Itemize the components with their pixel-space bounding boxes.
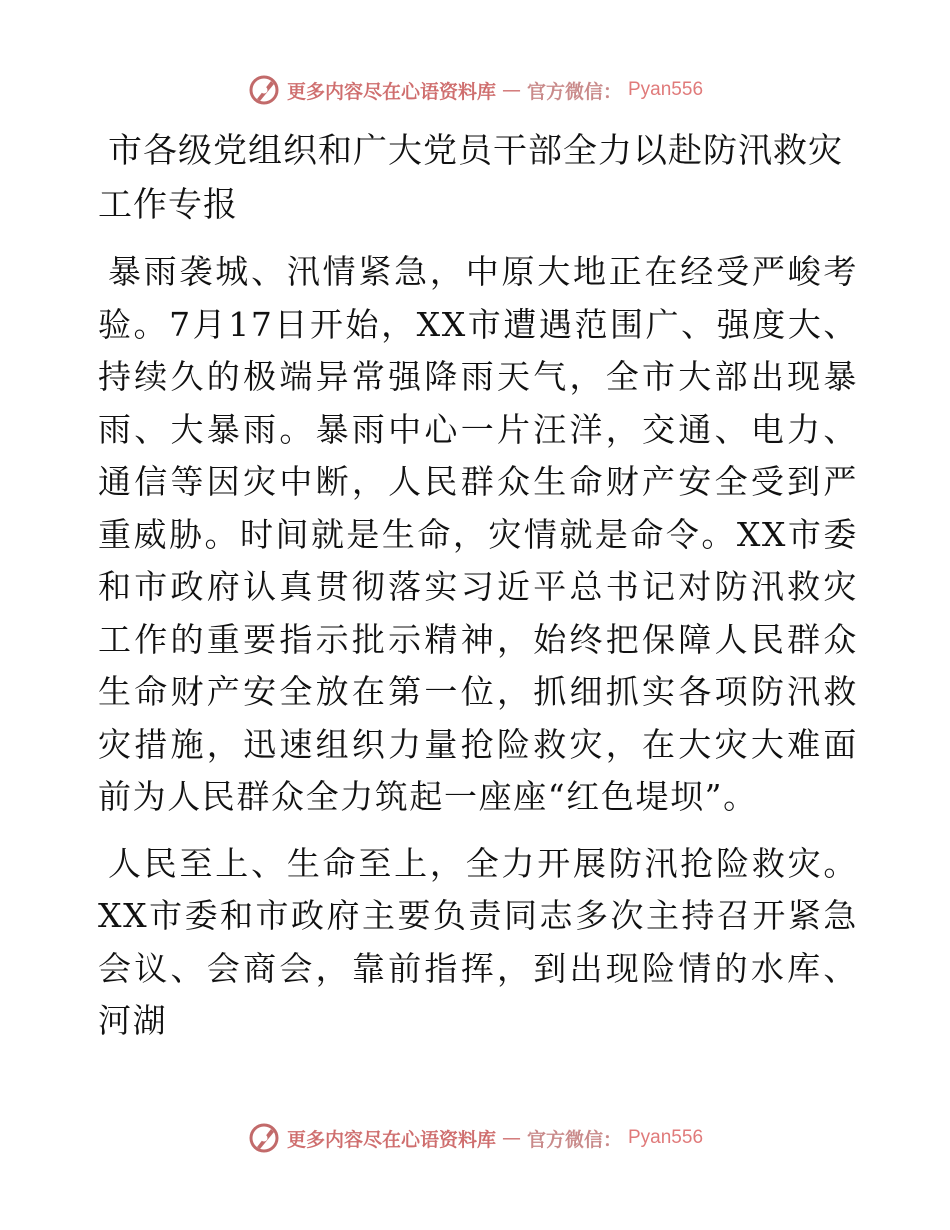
watermark-wechat-label: 官方微信：: [526, 80, 622, 103]
paragraph-2: 人民至上、生命至上，全力开展防汛抢险救灾。XX市委和市政府主要负责同志多次主持召开紧急会议、会商会，靠前指挥，到出现险情的水库、河湖: [98, 843, 858, 1040]
footer-watermark: [0, 1118, 950, 1158]
watermark-dash: —: [501, 79, 521, 101]
watermark-dash: —: [501, 1127, 521, 1149]
document-body: [98, 124, 858, 1048]
watermark-wechat-id: Pyan556: [628, 79, 704, 100]
watermark-wechat-label: 官方微信：: [526, 1128, 622, 1151]
document-title: 市各级党组织和广大党员干部全力以赴防汛救灾工作专报: [98, 131, 843, 225]
paragraph-1: 暴雨袭城、汛情紧急，中原大地正在经受严峻考验。7月17日开始，XX市遭遇范围广、强度大、持续久的极端异常强降雨天气，全市大部出现暴雨、大暴雨。暴雨中心一片汪洋，交通、电力、通信等因灾中断，人民群众生命财产安全受到严重威胁。时间就是生命，灾情就是命令。XX市委和市政府认真贯彻落实习近平总书记对防汛救灾工作的重要指示批示精神，始终把保障人民群众生命财产安全放在第一位，抓细抓实各项防汛救灾措施，迅速组织力量抢险救灾，在大灾大难面前为人民群众全力筑起一座座“红色堤坝”。: [98, 252, 858, 816]
watermark-site-text: 更多内容尽在心语资料库: [286, 80, 496, 103]
watermark-wechat-id: Pyan556: [628, 1127, 704, 1148]
pen-seal-logo-icon: [247, 73, 281, 107]
header-watermark: [0, 70, 950, 110]
pen-seal-logo-icon: [247, 1121, 281, 1155]
watermark-site-text: 更多内容尽在心语资料库: [286, 1128, 496, 1151]
